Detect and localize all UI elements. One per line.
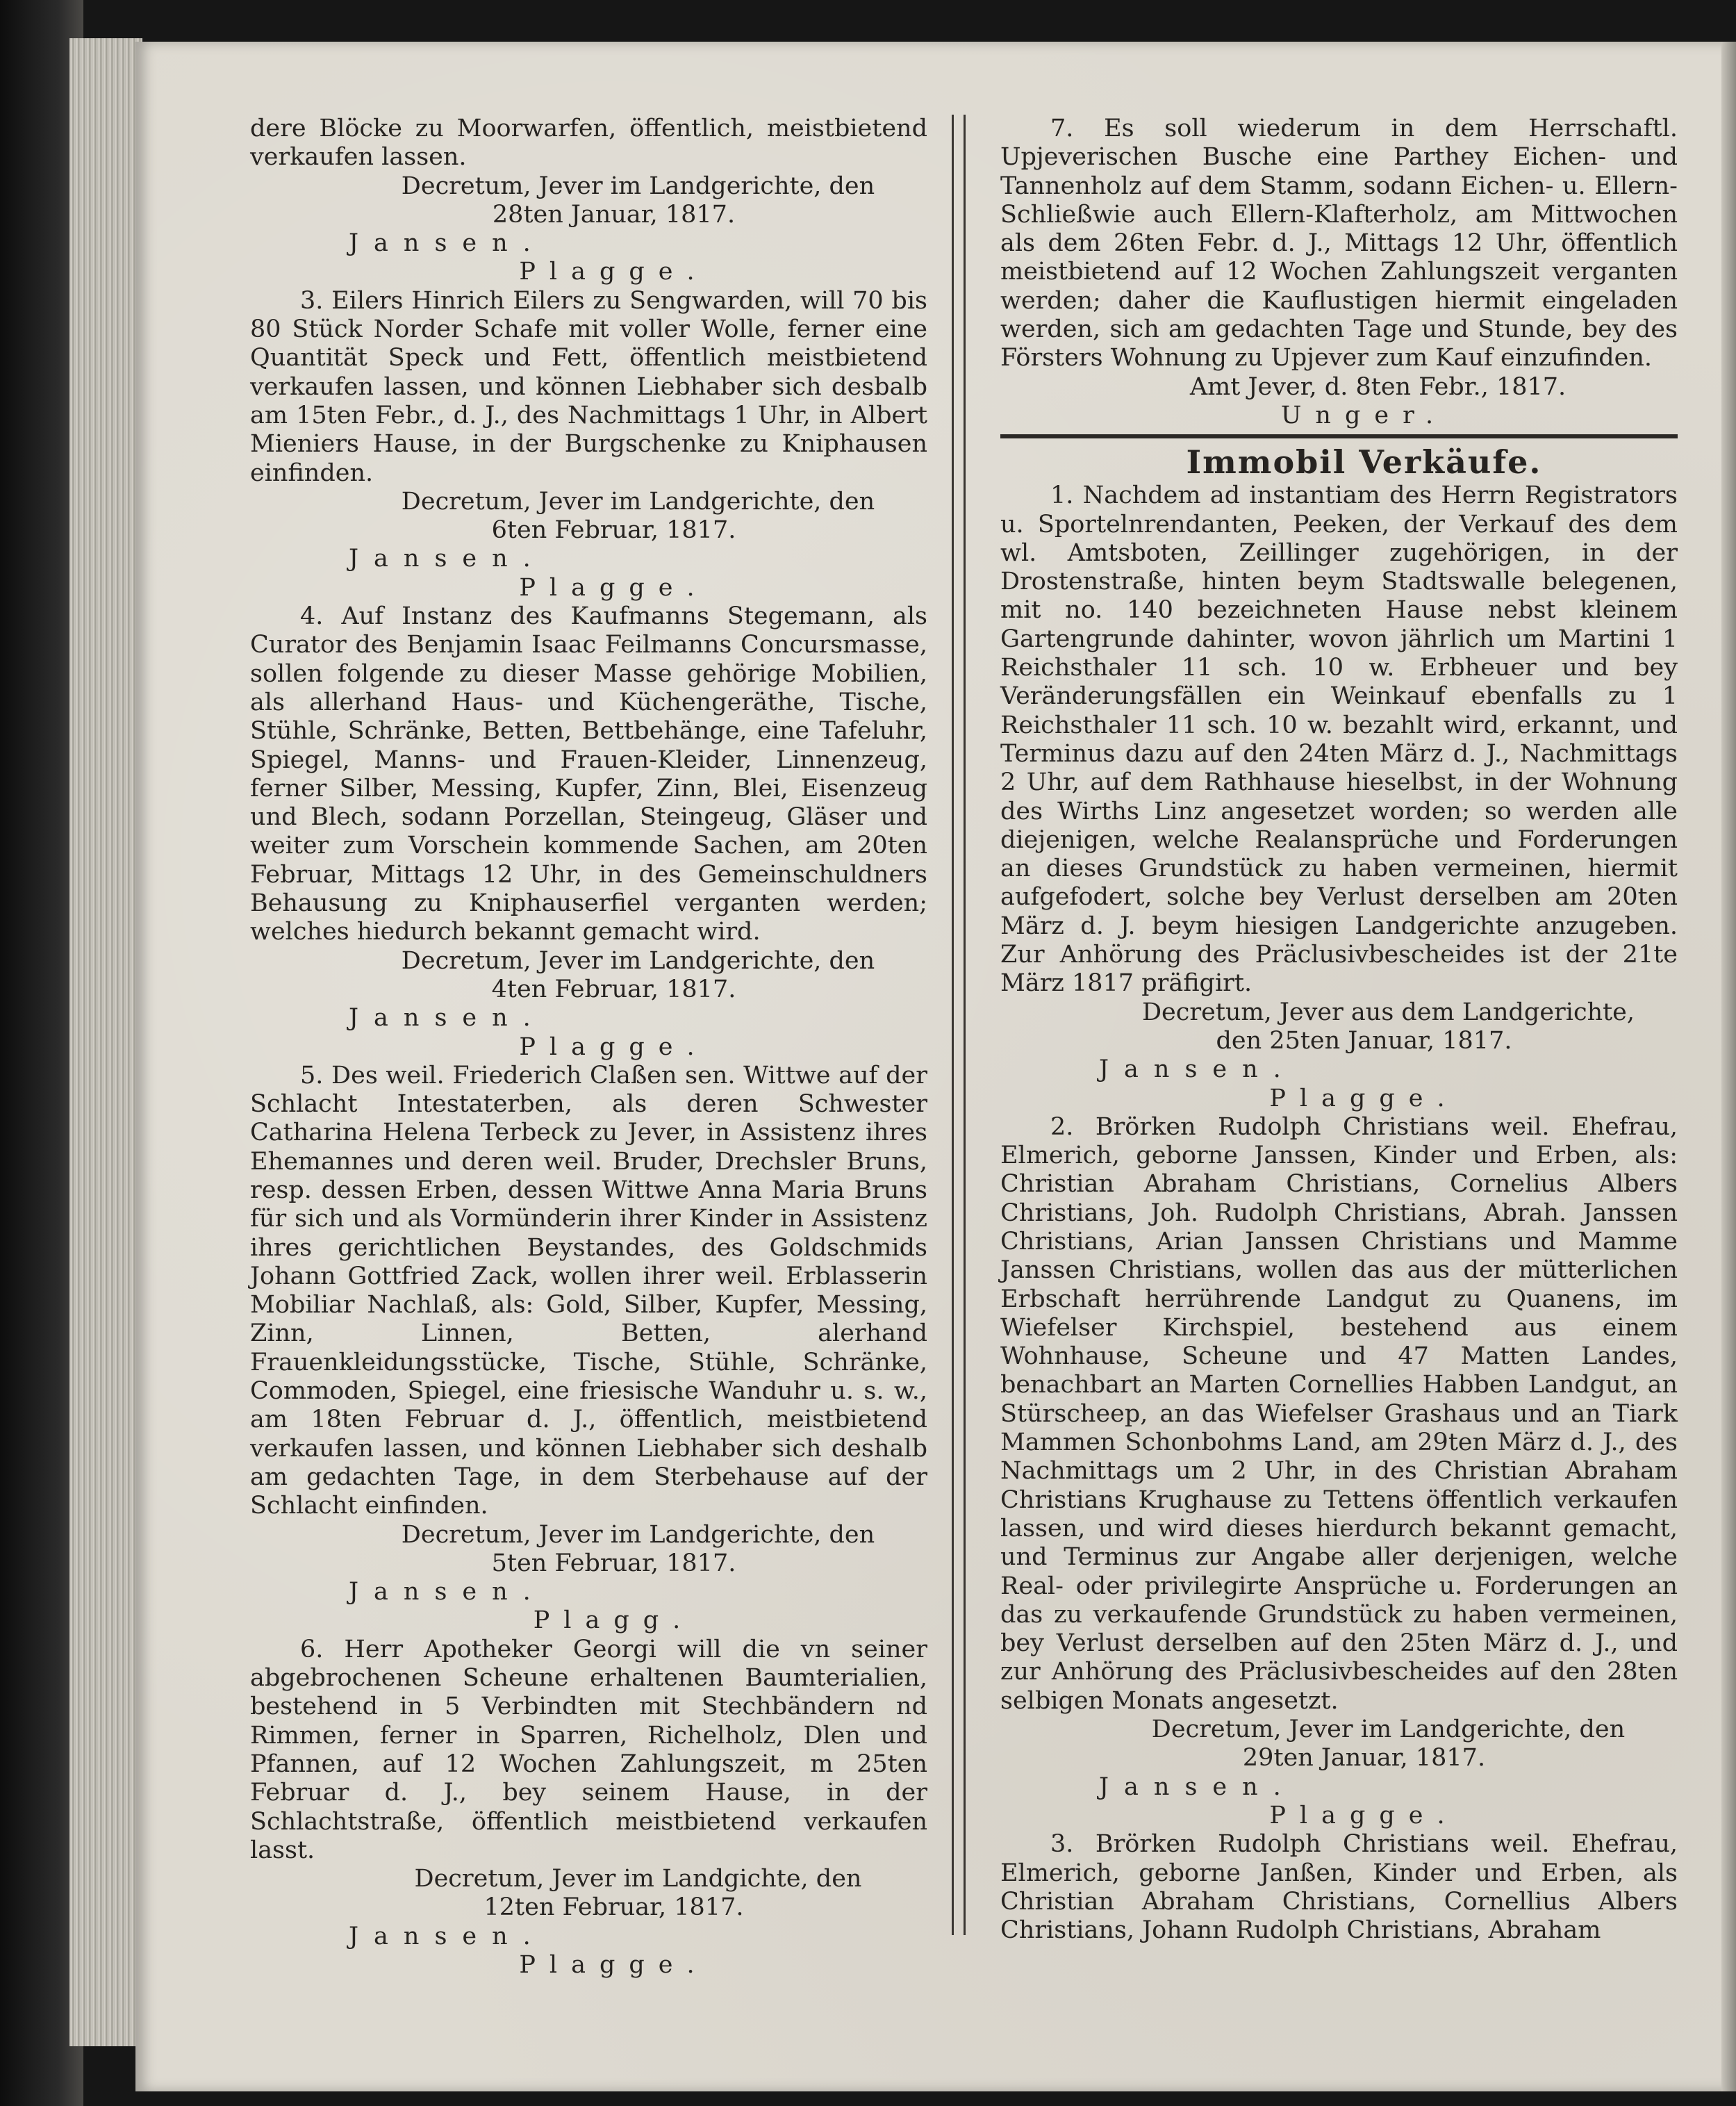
section-rule (1000, 434, 1678, 438)
entry-5-date: 5ten Februar, 1817. (491, 1549, 736, 1577)
entry-0-text: dere Blöcke zu Moorwarfen, öffentlich, meistbietend verkaufen lassen. (250, 115, 927, 172)
entry-5-signature-plagge: Plagg. (533, 1606, 695, 1635)
column-divider (952, 115, 966, 1935)
entry-5-decretum: Decretum, Jever im Landgerichte, den (401, 1520, 875, 1549)
entry-6-text: 6. Herr Apotheker Georgi will die vn seiner abgebrochenen Scheune erhaltenen Baumterialien, bestehend in 5 Verbindten mit Stechbändern nd Rimmen, ferner in Sparren, Richelholz, Dlen und Pfannen, auf 12 Wochen Zahlungszeit, m 25ten Februar d. J., bey seinem Hause, in der Schlachtstraße, öffentlich meistbietend verkaufen lasst. (250, 1635, 927, 1864)
entry-0-decretum: Decretum, Jever im Landgerichte, den (401, 172, 875, 200)
entry-r2-signature-plagge: Plagge. (1269, 1801, 1459, 1829)
section-title: Immobil Verkäufe. (1186, 443, 1542, 482)
entry-5-text: 5. Des weil. Friederich Claßen sen. Wittwe auf der Schlacht Intestaterben, als deren Schwester Catharina Helena Terbeck zu Jever, in Assistenz ihres Ehemannes und deren weil. Bruder, Drechsler Bruns, resp. dessen Erben, dessen Wittwe Anna Maria Bruns für sich und als Vormünderin ihrer Kinder in Assistenz ihres gerichtlichen Beystandes, des Goldschmids Johann Gottfried Zack, wollen ihrer weil. Erblasserin Mobiliar Nachlaß, als: Gold, Silber, Kupfer, Messing, Zinn, Linnen, Betten, alerhand Frauenkleidungsstücke, Tische, Stühle, Schränke, Commoden, Spiegel, eine friesische Wanduhr u. s. w., am 18ten Februar d. J., öffentlich, meistbietend verkaufen lassen, und können Liebhaber sich deshalb am gedachten Tage, in dem Sterbehause auf der Schlacht einfinden. (250, 1061, 927, 1520)
entry-r1-text: 1. Nachdem ad instantiam des Herrn Registrators u. Sportelnrendanten, Peeken, der Verkauf des dem wl. Amtsboten, Zeillinger zugehörigen, in der Drostenstraße, hinten beym Stadtswalle belegenen, mit no. 140 bezeichneten Hause nebst kleinem Gartengrunde dahinter, wovon jährlich um Martini 1 Reichsthaler 11 sch. 10 w. Erbheuer und bey Veränderungsfällen ein Weinkauf ebenfalls zu 1 Reichsthaler 11 sch. 10 w. bezahlt wird, erkannt, und Terminus dazu auf den 24ten März d. J., Nachmittags 2 Uhr, auf dem Rathhause hieselbst, in der Wohnung des Wirths Linz angesetzet worden; so werden alle diejenigen, welche Realansprüche und Forderungen an dieses Grundstück zu haben vermeinen, hiermit aufgefodert, solche bey Verlust derselben am 20ten März d. J. beym hiesigen Landgerichte anzugeben. Zur Anhörung des Präclusivbescheides ist der 21te März 1817 präfigirt. (1000, 482, 1678, 998)
page-right-edge (1721, 42, 1736, 2091)
right-column (1000, 115, 1678, 1945)
entry-3-date: 6ten Februar, 1817. (491, 516, 736, 545)
entry-r3-text: 3. Brörken Rudolph Christians weil. Ehefrau, Elmerich, geborne Janßen, Kinder und Erben, als Christian Abraham Christians, Cornellius Albers Christians, Johann Rudolph Christians, Abraham (1000, 1830, 1678, 1945)
entry-4-decretum: Decretum, Jever im Landgerichte, den (401, 946, 875, 975)
left-column (250, 115, 927, 1980)
entry-7-amt-date: Amt Jever, d. 8ten Febr., 1817. (1189, 372, 1566, 401)
entry-0-signature-plagge: Plagge. (519, 258, 709, 286)
entry-3-signature-plagge: Plagge. (519, 573, 709, 602)
entry-6-signature-jansen: Jansen. (349, 1922, 546, 1950)
entry-4-date: 4ten Februar, 1817. (491, 975, 736, 1003)
entry-4-signature-plagge: Plagge. (519, 1033, 709, 1061)
entry-r2-decretum: Decretum, Jever im Landgerichte, den (1151, 1716, 1626, 1744)
entry-3-decretum: Decretum, Jever im Landgerichte, den (401, 487, 875, 516)
entry-6-decretum: Decretum, Jever im Landgichte, den (414, 1865, 862, 1893)
entry-5-signature-jansen: Jansen. (349, 1578, 546, 1606)
entry-0-date: 28ten Januar, 1817. (492, 200, 736, 229)
entry-r2-signature-jansen: Jansen. (1099, 1772, 1296, 1801)
entry-6-date: 12ten Februar, 1817. (483, 1893, 744, 1922)
entry-r1-signature-jansen: Jansen. (1099, 1055, 1296, 1084)
entry-r1-decretum: Decretum, Jever aus dem Landgerichte, (1141, 998, 1635, 1026)
entry-4-signature-jansen: Jansen. (349, 1004, 546, 1033)
entry-r1-signature-plagge: Plagge. (1269, 1084, 1459, 1112)
entry-0-signature-jansen: Jansen. (349, 229, 546, 258)
entry-6-signature-plagge: Plagge. (519, 1951, 709, 1979)
entry-3-signature-jansen: Jansen. (349, 545, 546, 573)
entry-r2-text: 2. Brörken Rudolph Christians weil. Ehefrau, Elmerich, geborne Janssen, Kinder und Erben, als: Christian Abraham Christians, Cornelius Albers Christians, Joh. Rudolph Christians, Abrah. Janssen Christians, Arian Janssen Christians und Mamme Janssen Christians, wollen das aus der mütterlichen Erbschaft herrührende Landgut zu Quanens, im Wiefelser Kirchspiel, bestehend aus einem Wohnhause, Scheune und 47 Matten Landes, benachbart an Marten Cornellies Habben Landgut, an Stürscheep, an das Wiefelser Grashaus und an Tiark Mammen Schonbohms Land, am 29ten März d. J., des Nachmittags um 2 Uhr, in des Christian Abraham Christians Krughause zu Tettens öffentlich verkaufen lassen, und wird dieses hierdurch bekannt gemacht, und Terminus zur Angabe aller derjenigen, welche Real- oder privilegirte Ansprüche u. Forderungen an das zu verkaufende Grundstück zu haben vermeinen, bey Verlust derselben auf den 25ten März d. J., und zur Anhörung des Präclusivbescheides auf den 28ten selbigen Monats angesetzt. (1000, 1112, 1678, 1715)
entry-4-text: 4. Auf Instanz des Kaufmanns Stegemann, als Curator des Benjamin Isaac Feilmanns Concursmasse, sollen folgende zu dieser Masse gehörige Mobilien, als allerhand Haus- und Küchengeräthe, Tische, Stühle, Schränke, Betten, Bettbehänge, eine Tafeluhr, Spiegel, Manns- und Frauen-Kleider, Linnenzeug, ferner Silber, Messing, Kupfer, Zinn, Blei, Eisenzeug und Blech, sodann Porzellan, Steingeug, Gläser und weiter zum Vorschein kommende Sachen, am 20ten Februar, Mittags 12 Uhr, in des Gemeinschuldners Behausung zu Kniphauserfiel verganten werden; welches hiedurch bekannt gemacht wird. (250, 602, 927, 946)
entry-7-signature-unger: Unger. (1280, 401, 1448, 429)
entry-r2-date: 29ten Januar, 1817. (1242, 1744, 1486, 1772)
stacked-page-edges (69, 38, 142, 2046)
entry-3-text: 3. Eilers Hinrich Eilers zu Sengwarden, will 70 bis 80 Stück Norder Schafe mit voller Wolle, ferner eine Quantität Speck und Fett, öffentlich meistbietend verkaufen lassen, und können Liebhaber sich desbalb am 15ten Febr., d. J., des Nachmittags 1 Uhr, in Albert Mieniers Hause, in der Burgschenke zu Kniphausen einfinden. (250, 286, 927, 487)
entry-r1-date: den 25ten Januar, 1817. (1216, 1026, 1512, 1055)
entry-7-text: 7. Es soll wiederum in dem Herrschaftl. Upjeverischen Busche eine Parthey Eichen- und Tannenholz auf dem Stamm, sodann Eichen- u. Ellern- Schließwie auch Ellern-Klafterholz, am Mittwochen als dem 26ten Febr. d. J., Mittags 12 Uhr, öffentlich meistbietend auf 12 Wochen Zahlungszeit verganten werden; daher die Kauflustigen hiermit eingeladen werden, sich am gedachten Tage und Stunde, bey des Försters Wohnung zu Upjever zum Kauf einzufinden. (1000, 115, 1678, 372)
